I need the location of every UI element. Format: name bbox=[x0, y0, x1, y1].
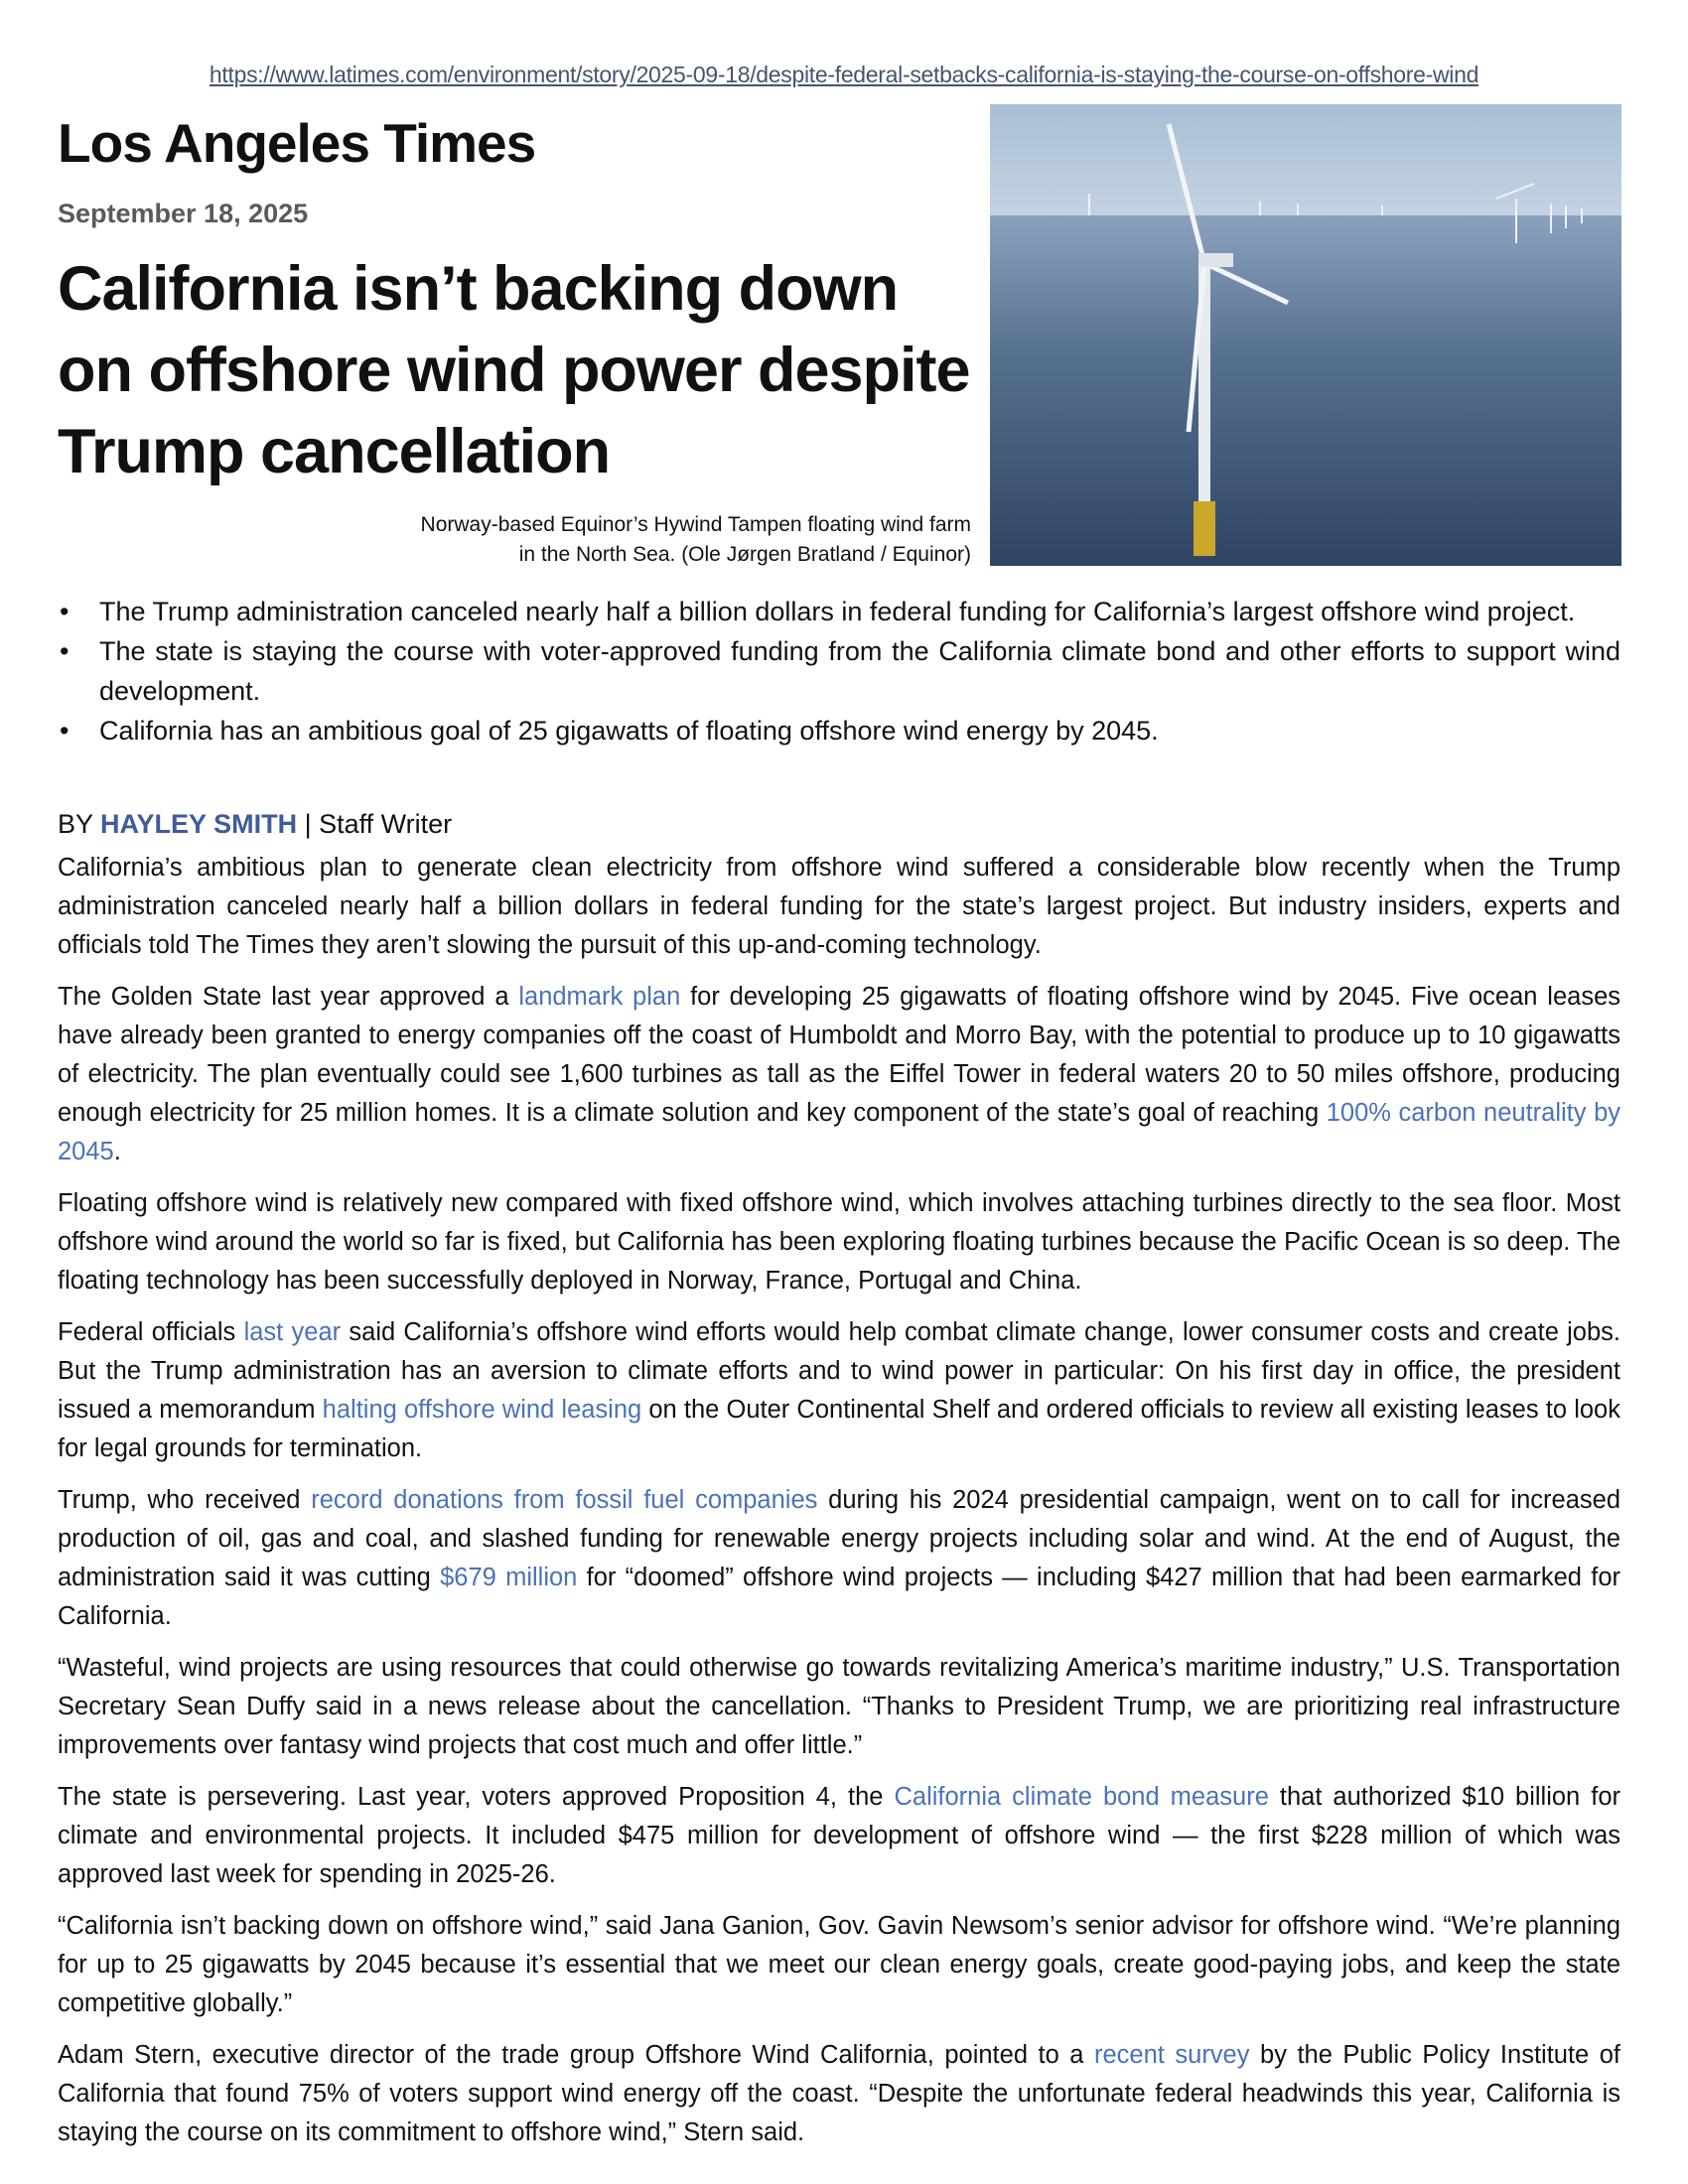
wind-farm-photo bbox=[990, 104, 1621, 566]
caption-line: Norway-based Equinor’s Hywind Tampen floating wind farm bbox=[420, 513, 971, 536]
carbon-neutrality-link[interactable]: 100% carbon neutrality by 2045 bbox=[58, 1099, 1620, 1165]
summary-bullet: • The state is staying the course with voter-approved funding from the California climate bond and other efforts to support wind development. bbox=[58, 631, 1620, 711]
text: by the Public Policy Institute of California that found 75% of voters support wind energy off the coast. “Despite the unfortunate federal headwinds this year, California is staying the course on its commitment to offshore wind,” Stern said. bbox=[58, 2041, 1621, 2146]
headline: California isn’t backing down on offshore wind power despite Trump cancellation bbox=[58, 254, 970, 486]
recent-survey-link[interactable]: recent survey bbox=[1094, 2041, 1250, 2069]
paragraph bbox=[58, 1907, 1620, 2023]
record-donations-link[interactable]: record donations from fossil fuel companies bbox=[311, 1486, 818, 1514]
text: for “doomed” offshore wind projects — including $427 million that had been earmarked for California. bbox=[58, 1564, 1620, 1630]
summary-bullets bbox=[58, 592, 1620, 751]
text: during his 2024 presidential campaign, went on to call for increased production of oil, gas and coal, and slashed funding for renewable energy projects including solar and wind. At the end of August, the administration said it was cutting bbox=[58, 1486, 1620, 1591]
text: Adam Stern, executive director of the trade group Offshore Wind California, pointed to a bbox=[58, 2041, 1094, 2069]
caption-line: in the North Sea. (Ole Jørgen Bratland / Equinor) bbox=[518, 543, 971, 566]
publication-name: Los Angeles Times bbox=[58, 112, 536, 174]
text: “Wasteful, wind projects are using resources that could otherwise go towards revitalizing America’s maritime industry,” U.S. Transportation Secretary Sean Duffy said in a news release about the cancellation. “Thanks to President Trump, we are prioritizing real infrastructure improvements over fantasy wind projects that cost much and offer little.” bbox=[58, 1654, 1620, 1759]
paragraph bbox=[58, 1313, 1620, 1468]
paragraph bbox=[58, 1184, 1620, 1300]
paragraph bbox=[58, 1481, 1620, 1636]
text: that authorized $10 billion for climate and environmental projects. It included $475 million for development of offshore wind — the first $228 million of which was approved last week for spending in 2025-26. bbox=[58, 1783, 1620, 1888]
summary-bullet: • California has an ambitious goal of 25 gigawatts of floating offshore wind energy by 2045. bbox=[58, 711, 1620, 751]
article-body bbox=[58, 849, 1620, 2165]
byline bbox=[58, 809, 452, 840]
text: said California’s offshore wind efforts would help combat climate change, lower consumer costs and create jobs. But the Trump administration has an aversion to climate efforts and to wind power in particular: On his first day in office, the president issued a memorandum bbox=[58, 1318, 1621, 1424]
paragraph bbox=[58, 1778, 1620, 1894]
halting-leasing-link[interactable]: halting offshore wind leasing bbox=[322, 1396, 642, 1424]
text: . bbox=[113, 1138, 121, 1165]
text: on the Outer Continental Shelf and ordered officials to review all existing leases to look for legal grounds for termination. bbox=[58, 1396, 1620, 1462]
publish-date: September 18, 2025 bbox=[58, 199, 309, 228]
climate-bond-link[interactable]: California climate bond measure bbox=[894, 1783, 1269, 1811]
photo-caption bbox=[248, 510, 971, 570]
byline-role: | Staff Writer bbox=[297, 809, 453, 839]
text: for developing 25 gigawatts of floating offshore wind by 2045. Five ocean leases have already been granted to energy companies off the coast of Humboldt and Morro Bay, with the potential to produce up to 10 gigawatts of electricity. The plan eventually could see 1,600 turbines as tall as the Eiffel Tower in federal waters 20 to 50 miles offshore, producing enough electricity for 25 million homes. It is a climate solution and key component of the state’s goal of reaching bbox=[58, 983, 1621, 1127]
text: The state is persevering. Last year, voters approved Proposition 4, the bbox=[58, 1783, 895, 1811]
text: “California isn’t backing down on offshore wind,” said Jana Ganion, Gov. Gavin Newsom’s senior advisor for offshore wind. “We’re planning for up to 25 gigawatts by 2045 because it’s essential that we meet our clean energy goals, create good-paying jobs, and keep the state competitive globally.” bbox=[58, 1912, 1620, 2017]
text: Trump, who received bbox=[58, 1486, 312, 1514]
last-year-link[interactable]: last year bbox=[243, 1318, 342, 1346]
679-million-link[interactable]: $679 million bbox=[440, 1564, 578, 1591]
author-link[interactable]: HAYLEY SMITH bbox=[100, 809, 298, 839]
byline-prefix: BY bbox=[58, 809, 101, 839]
paragraph bbox=[58, 1649, 1620, 1765]
paragraph bbox=[58, 2036, 1620, 2152]
text: Floating offshore wind is relatively new compared with fixed offshore wind, which involves attaching turbines directly to the sea floor. Most offshore wind around the world so far is fixed, but California has been exploring floating turbines because the Pacific Ocean is so deep. The floating technology has been successfully deployed in Norway, France, Portugal and China. bbox=[58, 1189, 1620, 1295]
source-url-link[interactable]: https://www.latimes.com/environment/story/2025-09-18/despite-federal-setbacks-california-is-staying-the-course-on-offshore-wind bbox=[209, 62, 1479, 87]
paragraph bbox=[58, 849, 1620, 965]
landmark-plan-link[interactable]: landmark plan bbox=[518, 983, 681, 1011]
summary-bullet: • The Trump administration canceled nearly half a billion dollars in federal funding for California’s largest offshore wind project. bbox=[58, 592, 1620, 631]
text: California’s ambitious plan to generate clean electricity from offshore wind suffered a considerable blow recently when the Trump administration canceled nearly half a billion dollars in federal funding for the state’s largest project. But industry insiders, experts and officials told The Times they aren’t slowing the pursuit of this up-and-coming technology. bbox=[58, 854, 1620, 959]
text: Federal officials bbox=[58, 1318, 244, 1346]
paragraph bbox=[58, 978, 1620, 1171]
text: The Golden State last year approved a bbox=[58, 983, 519, 1011]
